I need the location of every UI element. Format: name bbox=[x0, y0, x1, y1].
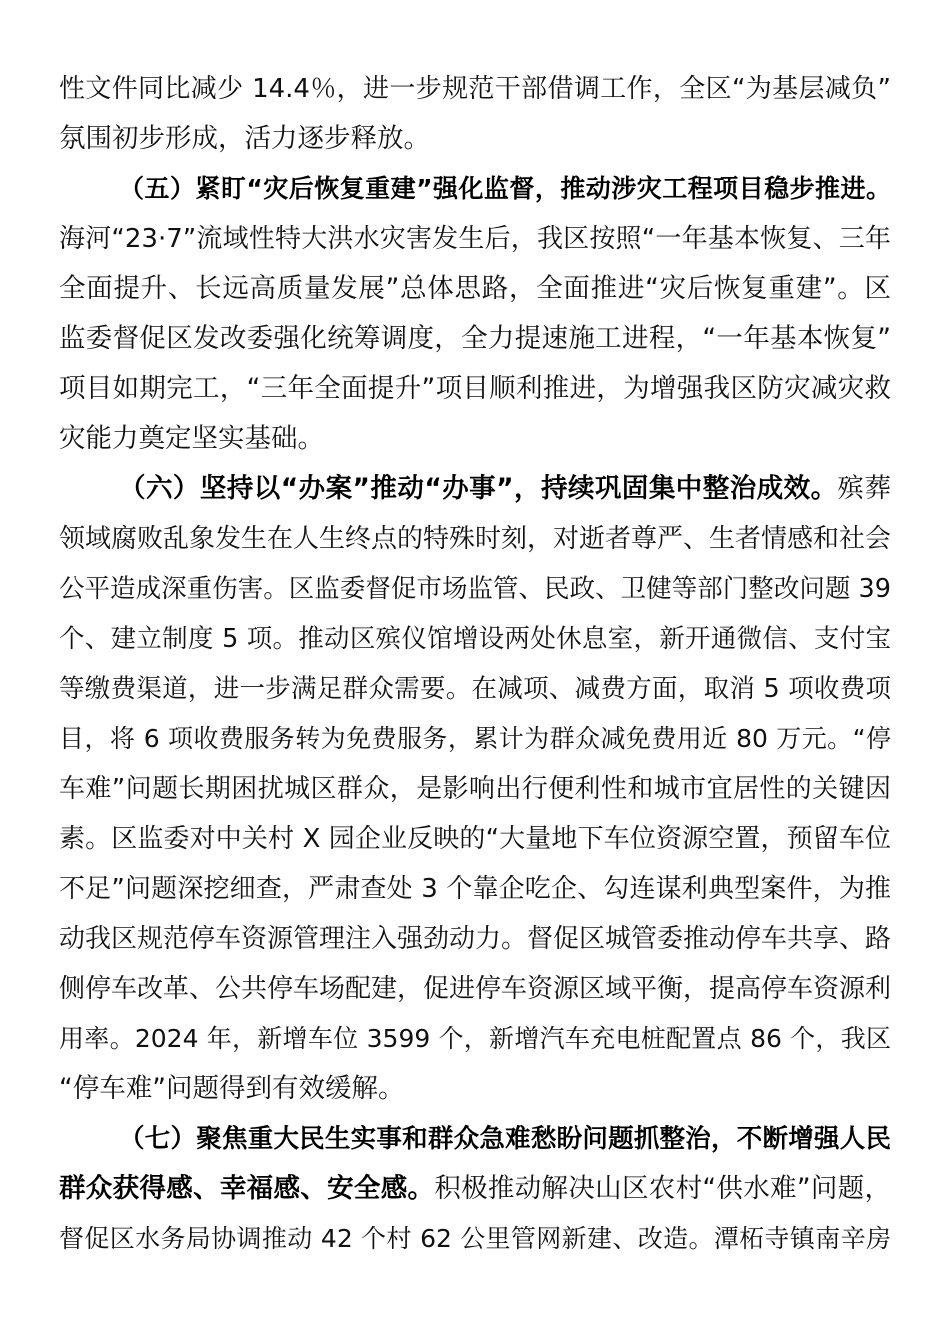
paragraph-line bbox=[59, 314, 891, 364]
line-text: 公平造成深重伤害。区监委督促市场监管、民政、卫健等部门整改问题 39 bbox=[59, 574, 891, 604]
section-heading: （七）聚焦重大民生实事和群众急难愁盼问题抓整治，不断增强人民 bbox=[119, 1124, 891, 1154]
paragraph-line bbox=[59, 514, 891, 564]
paragraph-line bbox=[59, 114, 891, 164]
paragraph-line bbox=[59, 264, 891, 314]
line-text: 督促区水务局协调推动 42 个村 62 公里管网新建、改造。潭柘寺镇南辛房 bbox=[59, 1224, 891, 1253]
paragraph-line bbox=[59, 614, 891, 664]
paragraph-line bbox=[59, 714, 891, 764]
paragraph-line bbox=[59, 564, 891, 614]
line-text: 素。区监委对中关村 X 园企业反映的“大量地下车位资源空置，预留车位 bbox=[59, 824, 891, 854]
section-heading: 群众获得感、幸福感、安全感。 bbox=[59, 1173, 435, 1204]
line-text: “停车难”问题得到有效缓解。 bbox=[59, 1073, 405, 1104]
line-text: 个、建立制度 5 项。推动区殡仪馆增设两处休息室，新开通微信、支付宝 bbox=[59, 624, 891, 654]
line-text: 积极推动解决山区农村“供水难”问题， bbox=[434, 1173, 891, 1204]
line-text: 领域腐败乱象发生在人生终点的特殊时刻，对逝者尊严、生者情感和社会 bbox=[59, 524, 892, 554]
section-heading-line bbox=[119, 1114, 891, 1164]
line-text: 灾能力奠定坚实基础。 bbox=[59, 423, 324, 454]
paragraph-line bbox=[59, 1064, 891, 1114]
paragraph-line bbox=[59, 664, 891, 714]
line-text: 动我区规范停车资源管理注入强劲动力。督促区城管委推动停车共享、路 bbox=[59, 924, 892, 954]
line-text: 性文件同比减少 14.4％，进一步规范干部借调工作，全区“为基层减负” bbox=[59, 74, 891, 104]
line-text: 项目如期完工，“三年全面提升”项目顺利推进，为增强我区防灾减灾救 bbox=[59, 373, 891, 404]
line-text: 不足”问题深挖细查，严肃查处 3 个靠企吃企、勾连谋利典型案件，为推 bbox=[59, 874, 891, 904]
paragraph-line bbox=[59, 1214, 891, 1264]
section-heading-line bbox=[59, 1164, 891, 1214]
paragraph-line bbox=[59, 64, 891, 114]
section-heading-line bbox=[119, 464, 891, 514]
line-text: 用率。2024 年，新增车位 3599 个，新增汽车充电桩配置点 86 个，我区 bbox=[59, 1024, 891, 1053]
line-text: 监委督促区发改委强化统筹调度，全力提速施工进程，“一年基本恢复” bbox=[59, 323, 891, 354]
paragraph-line bbox=[59, 414, 891, 464]
line-text: 殡葬 bbox=[837, 473, 892, 504]
line-text: 等缴费渠道，进一步满足群众需要。在减项、减费方面，取消 5 项收费项 bbox=[59, 674, 891, 704]
section-heading: （五）紧盯“灾后恢复重建”强化监督，推动涉灾工程项目稳步推进。 bbox=[119, 174, 891, 203]
section-heading-line bbox=[119, 164, 891, 214]
paragraph-line bbox=[59, 864, 891, 914]
line-text: 目，将 6 项收费服务转为免费服务，累计为群众减免费用近 80 万元。“停 bbox=[59, 724, 891, 753]
line-text: 车难”问题长期困扰城区群众，是影响出行便利性和城市宜居性的关键因 bbox=[59, 774, 891, 804]
paragraph-line bbox=[59, 214, 891, 264]
paragraph-line bbox=[59, 364, 891, 414]
line-text: 海河“23·7”流域性特大洪水灾害发生后，我区按照“一年基本恢复、三年 bbox=[59, 224, 891, 254]
paragraph-line bbox=[59, 764, 891, 814]
paragraph-line bbox=[59, 1014, 891, 1064]
paragraph-line bbox=[59, 914, 891, 964]
line-text: 侧停车改革、公共停车场配建，促进停车资源区域平衡，提高停车资源利 bbox=[59, 974, 892, 1004]
paragraph-line bbox=[59, 964, 891, 1014]
section-heading: （六）坚持以“办案”推动“办事”，持续巩固集中整治成效。 bbox=[119, 473, 838, 504]
paragraph-line bbox=[59, 814, 891, 864]
line-text: 氛围初步形成，活力逐步释放。 bbox=[59, 123, 430, 154]
line-text: 全面提升、长远高质量发展”总体思路，全面推进“灾后恢复重建”。区 bbox=[59, 273, 891, 304]
